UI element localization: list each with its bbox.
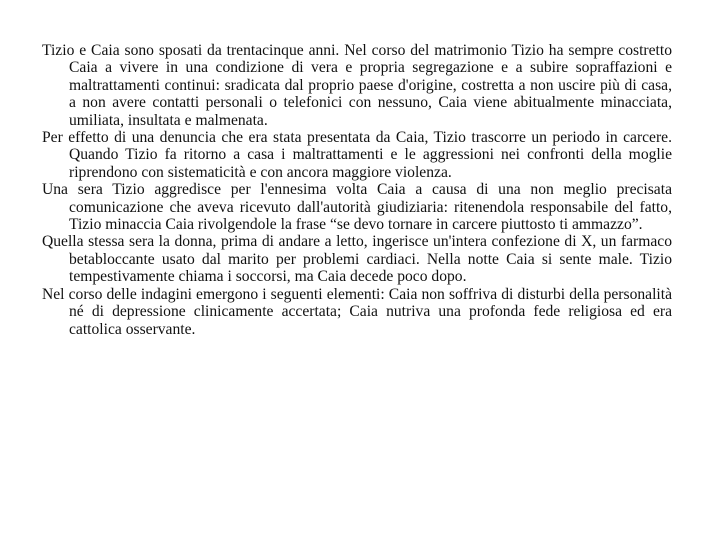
paragraph-3: Una sera Tizio aggredisce per l'ennesima volta Caia a causa di una non meglio precisata comunicazione che aveva ricevuto dall'autorità giudiziaria: ritenendola responsabile del fatto, Tizio minaccia Caia rivolgendole la frase “se devo tornare in carcere piuttosto ti ammazzo”. bbox=[42, 181, 672, 234]
paragraph-4: Quella stessa sera la donna, prima di andare a letto, ingerisce un'intera confezione di X, un farmaco betabloccante usato dal marito per problemi cardiaci. Nella notte Caia si sente male. Tizio tempestivamente chiama i soccorsi, ma Caia decede poco dopo. bbox=[42, 233, 672, 286]
paragraph-5: Nel corso delle indagini emergono i seguenti elementi: Caia non soffriva di disturbi della personalità né di depressione clinicamente accertata; Caia nutriva una profonda fede religiosa ed era cattolica osservante. bbox=[42, 285, 672, 338]
paragraph-2: Per effetto di una denuncia che era stata presentata da Caia, Tizio trascorre un periodo in carcere. Quando Tizio fa ritorno a casa i maltrattamenti e le aggressioni nei confronti della moglie riprendono con sistematicità e con ancora maggiore violenza. bbox=[42, 129, 672, 181]
paragraph-1: Tizio e Caia sono sposati da trentacinque anni. Nel corso del matrimonio Tizio ha sempre costretto Caia a vivere in una condizione di vera e propria segregazione e a subire sopraffazioni e maltrattamenti continui: sradicata dal proprio paese d'origine, costretta a non uscire più di casa, a non avere contatti personali o telefonici con nessuno, Caia viene abitualmente minacciata, umiliata, insultata e malmenata. bbox=[42, 42, 672, 129]
document-body bbox=[42, 42, 672, 338]
